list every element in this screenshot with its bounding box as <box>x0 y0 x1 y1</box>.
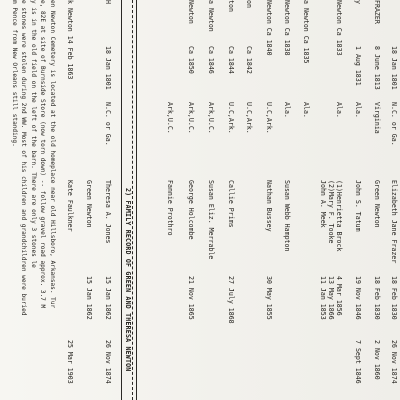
cell-spouse: John A. Meek <box>319 180 327 228</box>
cell-name: Newton Ca 1840 <box>265 0 273 56</box>
cell-spouse: Green Newton <box>85 180 93 228</box>
cell-name: FRAZER <box>373 0 381 24</box>
cell-place: Ark,U.C. <box>166 102 174 134</box>
cell-place: N.C. or Ga. <box>390 102 398 146</box>
cell-birth: Ca 1846 <box>207 46 215 74</box>
section-heading: 2) FAMILY RECORD OF GREEN AND THERESA NEWTON <box>124 188 132 372</box>
cell-death: 7 Sept 1846 <box>354 340 362 384</box>
cell-name: a Newton <box>207 0 215 32</box>
cell-name: Newton Ca 1838 <box>283 0 291 56</box>
note-line: e stones were stolen during 2nd WW. Most of his children and grandchildren were buried <box>20 0 28 316</box>
cell-birth: Ca 1844 <box>227 46 235 74</box>
cell-birth: 18 Jan 1801 <box>390 46 398 90</box>
cell-married: 19 Nov 1846 <box>354 276 362 320</box>
cell-spouse: George Holcombe <box>187 180 195 240</box>
cell-death: 26 Nov 1874 <box>104 340 112 384</box>
cell-place: Ala. <box>302 102 310 118</box>
cell-birth: Ca 1850 <box>187 46 195 74</box>
cell-name: Newton <box>187 0 195 24</box>
cell-birth: 18 Jan 1801 <box>104 46 112 90</box>
cell-place: Ala. <box>354 102 362 118</box>
cell-spouse: Theresa A. Jones <box>104 180 112 244</box>
note-line: m Pence from New Orleans still standing. <box>11 0 18 147</box>
cell-married: 15 Jan 1862 <box>104 276 112 320</box>
cell-married: 27 July 1868 <box>227 276 235 324</box>
cell-name: y <box>354 0 362 4</box>
cell-place: N.C. or Ga. <box>104 102 112 146</box>
cell-name: k Newton 14 Feb 1863 <box>66 0 74 80</box>
cell-death: 26 Nov 1874 <box>390 340 398 384</box>
cell-place: Virginia <box>373 102 381 134</box>
note-line: en Newton Cemetery is located at the old homeplace near old Hillsboro, Arkansas. Tur <box>49 0 56 309</box>
cell-spouse: Susan Eliz. Merrable <box>207 180 215 260</box>
cell-name: a Newton Ca 1835 <box>302 0 310 64</box>
cell-death: 25 Mar 1903 <box>66 340 74 384</box>
cell-spouse: Elizabeth Jane Frazer <box>390 180 398 264</box>
cell-death: 2 Nov 1860 <box>373 340 381 380</box>
cell-name: ton <box>227 0 235 12</box>
cell-married: 4 Mar 1856 <box>335 276 343 316</box>
cell-place: Ark,U.C. <box>187 102 195 134</box>
cell-married: 11 Jan 1853 <box>319 276 327 320</box>
cell-married: 30 May 1855 <box>265 276 273 320</box>
cell-place: U.C,Ark. <box>265 102 273 134</box>
cell-married: 13 May 1866 <box>327 276 335 320</box>
cell-place: U.C,Ark. <box>227 102 235 134</box>
cell-spouse: Nathan Bussey <box>265 180 273 232</box>
cell-spouse: Callie Prims <box>227 180 235 228</box>
cell-spouse: Susan Webb Hampton <box>283 180 291 252</box>
cell-name: Newton Ca 1833 <box>335 0 343 56</box>
cell-spouse: (2)Mary F. Tooke <box>327 180 335 244</box>
cell-spouse: Green Newton <box>373 180 381 228</box>
cell-birth: 1 Aug 1831 <box>354 46 362 86</box>
section-number: 2 <box>124 188 132 193</box>
cell-name: on <box>245 0 253 8</box>
section-rule-dashed <box>133 0 134 400</box>
cell-spouse: John S. Tatum <box>354 180 362 232</box>
cell-place: Ark,U.C. <box>207 102 215 134</box>
section-title: FAMILY RECORD OF GREEN AND THERESA NEWTON <box>124 200 132 372</box>
cell-birth: Ca 1842 <box>245 46 253 74</box>
cell-married: 21 Nov 1865 <box>187 276 195 320</box>
cell-name: H <box>104 0 112 4</box>
cell-married: 15 Jan 1862 <box>85 276 93 320</box>
note-line: y is in the old field on the left of the barn. There are only 3 stones le <box>30 0 37 268</box>
cell-married: 18 Feb 1830 <box>390 276 398 320</box>
cell-place: Ala. <box>335 102 343 118</box>
cell-birth: 8 June 1813 <box>373 46 381 90</box>
cell-married: 18 Feb 1830 <box>373 276 381 320</box>
cell-place: Ala. <box>283 102 291 118</box>
cell-spouse: (1)Henrietta Brock <box>335 180 343 252</box>
cell-spouse: Fannie Prothro <box>166 180 174 236</box>
section-rule-bottom <box>121 0 122 400</box>
note-line: e, 82E at site of Burnside Store (now torn down) -- follow gravel road approx. 3.7 M <box>39 0 47 309</box>
section-rule-top <box>136 0 137 400</box>
cell-place: U.C,Ark. <box>245 102 253 134</box>
cell-spouse: Kate Faulkner <box>66 180 74 232</box>
